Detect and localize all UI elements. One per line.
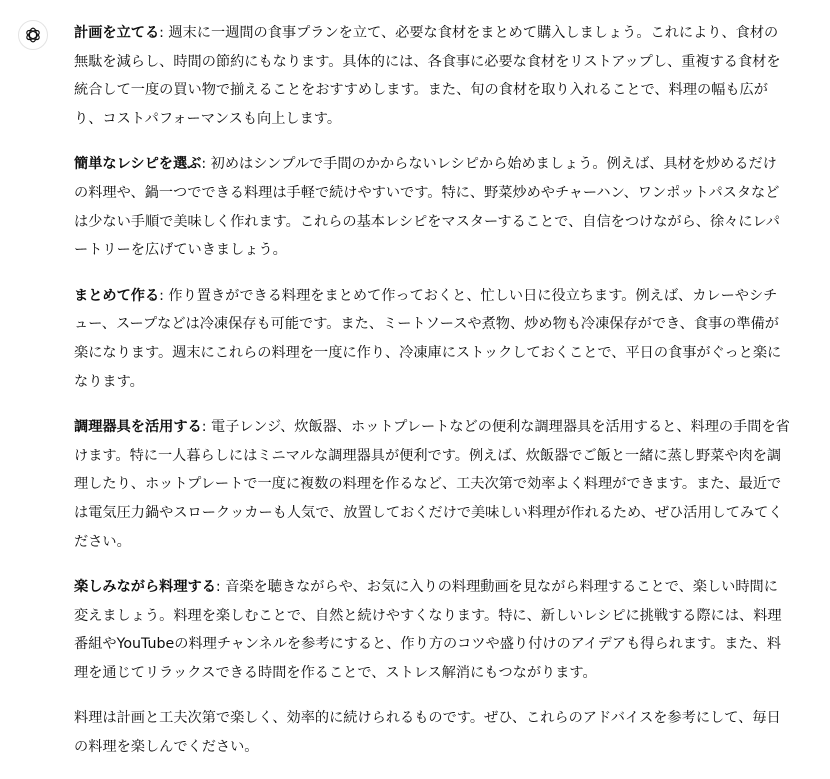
advice-body: : 週末に一週間の食事プランを立て、必要な食材をまとめて購入しましょう。これにより、食材の無駄を減らし、時間の節約にもなります。具体的には、各食事に必要な食材をリストアップし、重複する食材を統合して一度の買い物で揃えることをおすすめします。また、旬の食材を取り入れることで、料理の幅も広がり、コストパフォーマンスも向上します。 (74, 25, 781, 127)
advice-paragraph-kitchen-tools (74, 413, 790, 556)
advice-paragraph-enjoy-cooking (74, 573, 790, 687)
advice-title: 楽しみながら料理する (74, 579, 216, 596)
closing-paragraph: 料理は計画と工夫次第で楽しく、効率的に続けられるものです。ぜひ、これらのアドバイスを参考にして、毎日の料理を楽しんでください。 (74, 710, 781, 756)
advice-paragraph-planning (74, 19, 790, 133)
advice-title: 調理器具を活用する (74, 419, 202, 436)
advice-body: : 初めはシンプルで手間のかからないレシピから始めましょう。例えば、具材を炒めるだけの料理や、鍋一つでできる料理は手軽で続けやすいです。特に、野菜炒めやチャーハン、ワンポットパスタなどは少ない手順で美味しく作れます。これらの基本レシピをマスターすることで、自信をつけながら、徐々にレパートリーを広げていきましょう。 (74, 156, 780, 259)
advice-paragraph-simple-recipes (74, 150, 790, 264)
advice-title: まとめて作る (74, 287, 160, 304)
advice-title: 簡単なレシピを選ぶ (74, 156, 202, 173)
advice-title: 計画を立てる (74, 25, 160, 41)
assistant-avatar (18, 20, 48, 50)
openai-logo-icon (23, 25, 43, 45)
advice-body: : 音楽を聴きながらや、お気に入りの料理動画を見ながら料理することで、楽しい時間に変えましょう。料理を楽しむことで、自然と続けやすくなります。特に、新しいレシピに挑戦する際には、料理番組やYouTubeの料理チャンネルを参考にすると、作り方のコツや盛り付けのアイデアも得られます。また、料理を通じてリラックスできる時間を作ることで、ストレス解消にもつながります。 (74, 579, 782, 681)
advice-paragraph-batch-cooking (74, 282, 790, 396)
message-content (74, 19, 790, 779)
advice-body: : 電子レンジ、炊飯器、ホットプレートなどの便利な調理器具を活用すると、料理の手間を省けます。特に一人暮らしにはミニマルな調理器具が便利です。例えば、炊飯器でご飯と一緒に蒸し野菜や肉を調理したり、ホットプレートで一度に複数の料理を作るなど、工夫次第で効率よく料理ができます。また、最近では電気圧力鍋やスロークッカーも人気で、放置しておくだけで美味しい料理が作れるため、ぜひ活用してみてください。 (74, 419, 790, 550)
advice-body: : 作り置きができる料理をまとめて作っておくと、忙しい日に役立ちます。例えば、カレーやシチュー、スープなどは冷凍保存も可能です。また、ミートソースや煮物、炒め物も冷凍保存ができ、食事の準備が楽になります。週末にこれらの料理を一度に作り、冷凍庫にストックしておくことで、平日の食事がぐっと楽になります。 (74, 287, 782, 390)
